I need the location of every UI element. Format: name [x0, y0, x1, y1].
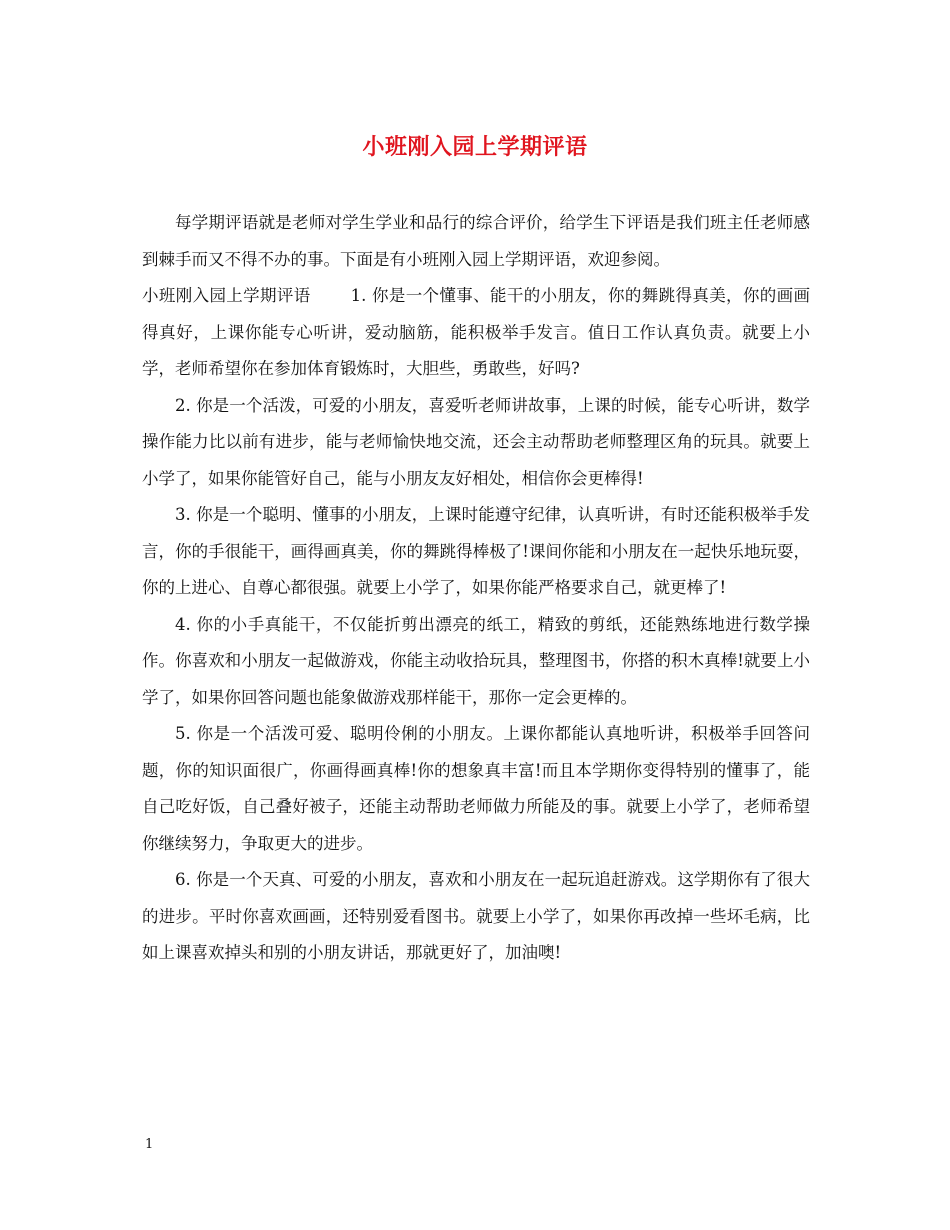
comment-paragraph-5: 5. 你是一个活泼可爱、聪明伶俐的小朋友。上课你都能认真地听讲，积极举手回答问题，你的知识面很广，你画得画真棒!你的想象真丰富!而且本学期你变得特别的懂事了，能自己吃好饭，自己叠好被子，还能主动帮助老师做力所能及的事。就要上小学了，老师希望你继续努力，争取更大的进步。	[142, 724, 810, 853]
comment-paragraph-2: 2. 你是一个活泼，可爱的小朋友，喜爱听老师讲故事，上课的时候，能专心听讲，数学操作能力比以前有进步，能与老师愉快地交流，还会主动帮助老师整理区角的玩具。就要上小学了，如果你能管好自己，能与小朋友友好相处，相信你会更棒得!	[142, 395, 810, 488]
intro-paragraph: 每学期评语就是老师对学生学业和品行的综合评价，给学生下评语是我们班主任老师感到棘手而又不得不办的事。下面是有小班刚入园上学期评语，欢迎参阅。	[142, 213, 810, 269]
document-title: 小班刚入园上学期评语	[362, 134, 588, 160]
page-number: 1	[145, 1137, 154, 1152]
comment-paragraph-3: 3. 你是一个聪明、懂事的小朋友，上课时能遵守纪律，认真听讲，有时还能积极举手发言，你的手很能干，画得画真美，你的舞跳得棒极了!课间你能和小朋友在一起快乐地玩耍，你的上进心、自尊心都很强。就要上小学了，如果你能严格要求自己，就更棒了!	[142, 505, 810, 597]
comment-paragraph-1	[142, 278, 810, 388]
comment-paragraph-6: 6. 你是一个天真、可爱的小朋友，喜欢和小朋友在一起玩追赶游戏。这学期你有了很大的进步。平时你喜欢画画，还特别爱看图书。就要上小学了，如果你再改掉一些坏毛病，比如上课喜欢掉头和别的小朋友讲话，那就更好了，加油噢!	[142, 870, 810, 962]
document-body	[142, 205, 810, 972]
comment-paragraph-4: 4. 你的小手真能干，不仅能折剪出漂亮的纸工，精致的剪纸，还能熟练地进行数学操作。你喜欢和小朋友一起做游戏，你能主动收拾玩具，整理图书，你搭的积木真棒!就要上小学了，如果你回答问题也能象做游戏那样能干，那你一定会更棒的。	[142, 614, 810, 707]
comment-text-1: 1. 你是一个懂事、能干的小朋友，你的舞跳得真美，你的画画得真好，上课你能专心听讲，爱动脑筋，能积极举手发言。值日工作认真负责。就要上小学，老师希望你在参加体育锻炼时，大胆些，勇敢些，好吗?	[142, 286, 811, 378]
section-heading: 小班刚入园上学期评语	[142, 286, 311, 305]
